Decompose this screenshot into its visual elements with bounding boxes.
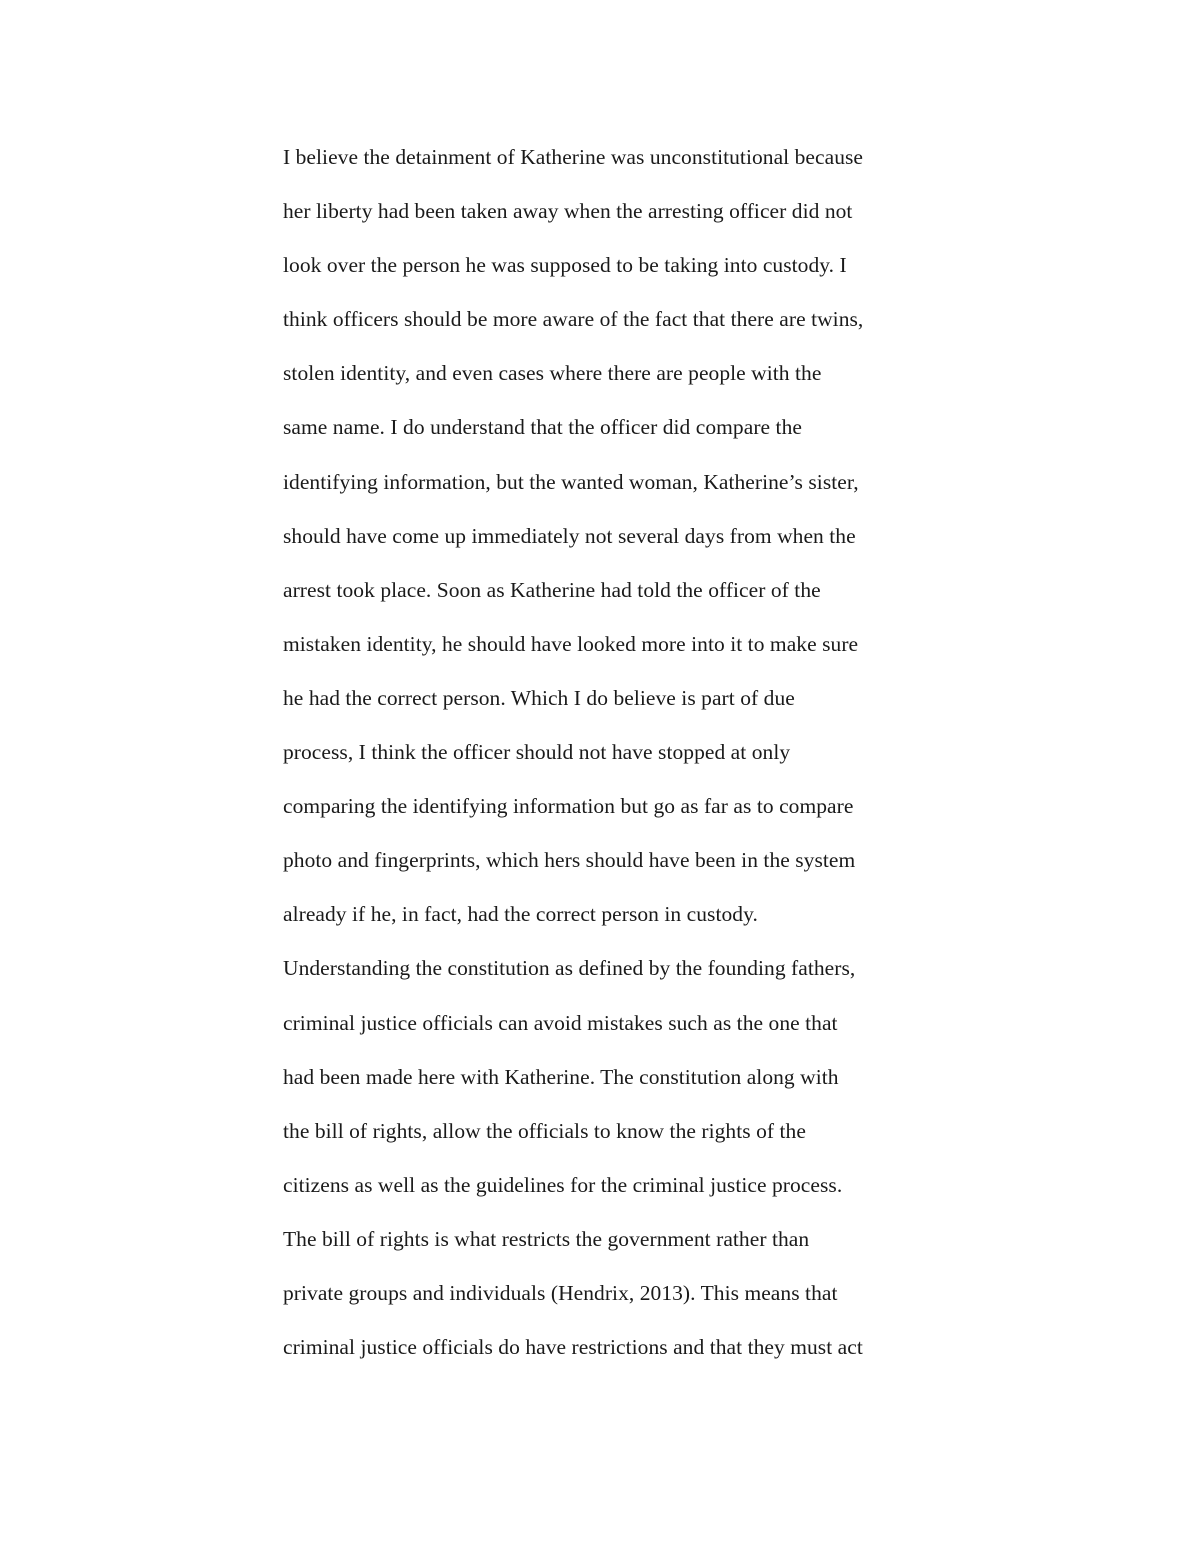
text-line: look over the person he was supposed to be taking into custody. I	[283, 253, 847, 278]
text-line: Understanding the constitution as defined by the founding fathers,	[283, 956, 856, 981]
text-line: same name. I do understand that the officer did compare the	[283, 415, 802, 440]
text-line: identifying information, but the wanted woman, Katherine’s sister,	[283, 469, 859, 494]
text-line: stolen identity, and even cases where there are people with the	[283, 361, 822, 386]
text-line: her liberty had been taken away when the arresting officer did not	[283, 199, 853, 224]
text-line: he had the correct person. Which I do believe is part of due	[283, 685, 795, 710]
text-line: citizens as well as the guidelines for the criminal justice process.	[283, 1172, 843, 1197]
text-line: process, I think the officer should not have stopped at only	[283, 740, 791, 765]
text-line: criminal justice officials do have restrictions and that they must act	[283, 1335, 863, 1360]
text-line: The bill of rights is what restricts the government rather than	[283, 1226, 810, 1251]
text-line: photo and fingerprints, which hers should have been in the system	[283, 848, 856, 873]
text-line: should have come up immediately not several days from when the	[283, 523, 856, 548]
text-line: arrest took place. Soon as Katherine had told the officer of the	[283, 577, 821, 602]
text-line: criminal justice officials can avoid mistakes such as the one that	[283, 1010, 838, 1035]
text-line: private groups and individuals (Hendrix, 2013). This means that	[283, 1280, 838, 1305]
text-line: the bill of rights, allow the officials to know the rights of the	[283, 1118, 806, 1143]
text-line: I believe the detainment of Katherine was unconstitutional because	[283, 145, 864, 169]
text-line: mistaken identity, he should have looked more into it to make sure	[283, 631, 859, 656]
body-paragraph	[283, 138, 943, 1382]
text-line: comparing the identifying information but go as far as to compare	[283, 794, 854, 819]
text-line: think officers should be more aware of the fact that there are twins,	[283, 307, 864, 332]
text-line: already if he, in fact, had the correct person in custody.	[283, 902, 758, 927]
text-line: had been made here with Katherine. The constitution along with	[283, 1064, 839, 1089]
